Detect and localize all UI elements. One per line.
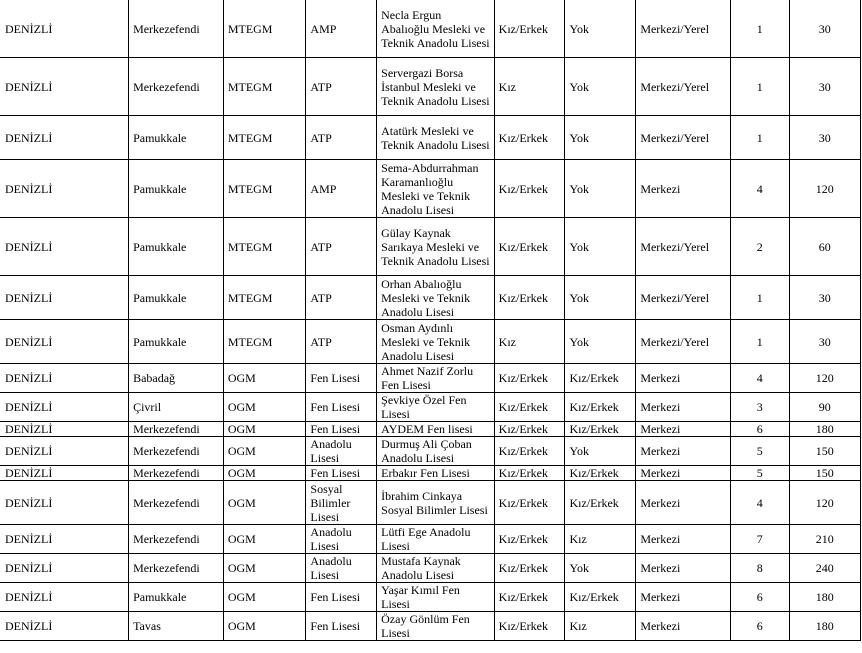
pansiyon-cell: Yok	[565, 276, 636, 320]
kontenjan-cell: 30	[789, 58, 861, 116]
ilce-cell: Pamukkale	[129, 320, 224, 364]
kontenjan-cell: 240	[789, 554, 861, 583]
yerlesme-cell: Merkezi	[636, 364, 731, 393]
table-row	[0, 525, 861, 554]
il-cell: DENİZLİ	[0, 422, 129, 437]
okul-adi-cell: Atatürk Mesleki ve Teknik Anadolu Lisesi	[377, 116, 495, 160]
sube-sayisi-cell: 6	[731, 612, 789, 641]
okul-adi-cell: İbrahim Cinkaya Sosyal Bilimler Lisesi	[377, 481, 495, 525]
cinsiyet-cell: Kız/Erkek	[494, 481, 565, 525]
pansiyon-cell: Kız/Erkek	[565, 466, 636, 481]
birim-cell: MTEGM	[223, 58, 306, 116]
cinsiyet-cell: Kız/Erkek	[494, 0, 565, 58]
kontenjan-cell: 60	[789, 218, 861, 276]
sube-sayisi-cell: 6	[731, 422, 789, 437]
ilce-cell: Pamukkale	[129, 276, 224, 320]
pansiyon-cell: Yok	[565, 116, 636, 160]
table-row	[0, 612, 861, 641]
ilce-cell: Babadağ	[129, 364, 224, 393]
okul-adi-cell: Orhan Abalıoğlu Mesleki ve Teknik Anadolu Lisesi	[377, 276, 495, 320]
sube-sayisi-cell: 5	[731, 437, 789, 466]
ilce-cell: Pamukkale	[129, 218, 224, 276]
tur-cell: Fen Lisesi	[306, 422, 377, 437]
ilce-cell: Merkezefendi	[129, 437, 224, 466]
birim-cell: MTEGM	[223, 116, 306, 160]
il-cell: DENİZLİ	[0, 437, 129, 466]
cinsiyet-cell: Kız/Erkek	[494, 116, 565, 160]
il-cell: DENİZLİ	[0, 320, 129, 364]
ilce-cell: Merkezefendi	[129, 0, 224, 58]
tur-cell: ATP	[306, 276, 377, 320]
kontenjan-cell: 30	[789, 320, 861, 364]
tur-cell: Anadolu Lisesi	[306, 554, 377, 583]
ilce-cell: Tavas	[129, 612, 224, 641]
kontenjan-cell: 90	[789, 393, 861, 422]
ilce-cell: Merkezefendi	[129, 466, 224, 481]
kontenjan-cell: 150	[789, 437, 861, 466]
cinsiyet-cell: Kız/Erkek	[494, 466, 565, 481]
kontenjan-cell: 180	[789, 422, 861, 437]
tur-cell: AMP	[306, 160, 377, 218]
table-row	[0, 583, 861, 612]
table-row	[0, 320, 861, 364]
il-cell: DENİZLİ	[0, 0, 129, 58]
cinsiyet-cell: Kız	[494, 58, 565, 116]
sube-sayisi-cell: 3	[731, 393, 789, 422]
pansiyon-cell: Kız/Erkek	[565, 393, 636, 422]
sube-sayisi-cell: 1	[731, 58, 789, 116]
il-cell: DENİZLİ	[0, 218, 129, 276]
table-row	[0, 481, 861, 525]
table-row	[0, 116, 861, 160]
okul-adi-cell: AYDEM Fen lisesi	[377, 422, 495, 437]
tur-cell: ATP	[306, 116, 377, 160]
table-row	[0, 218, 861, 276]
sube-sayisi-cell: 2	[731, 218, 789, 276]
cinsiyet-cell: Kız/Erkek	[494, 218, 565, 276]
birim-cell: OGM	[223, 554, 306, 583]
yerlesme-cell: Merkezi	[636, 554, 731, 583]
il-cell: DENİZLİ	[0, 276, 129, 320]
pansiyon-cell: Yok	[565, 320, 636, 364]
kontenjan-cell: 210	[789, 525, 861, 554]
cinsiyet-cell: Kız/Erkek	[494, 422, 565, 437]
il-cell: DENİZLİ	[0, 364, 129, 393]
kontenjan-cell: 30	[789, 116, 861, 160]
sube-sayisi-cell: 1	[731, 276, 789, 320]
okul-adi-cell: Sema-Abdurrahman Karamanlıoğlu Mesleki ve Teknik Anadolu Lisesi	[377, 160, 495, 218]
pansiyon-cell: Yok	[565, 218, 636, 276]
pansiyon-cell: Yok	[565, 160, 636, 218]
yerlesme-cell: Merkezi	[636, 393, 731, 422]
yerlesme-cell: Merkezi	[636, 525, 731, 554]
tur-cell: Fen Lisesi	[306, 583, 377, 612]
yerlesme-cell: Merkezi/Yerel	[636, 218, 731, 276]
ilce-cell: Merkezefendi	[129, 525, 224, 554]
yerlesme-cell: Merkezi/Yerel	[636, 116, 731, 160]
ilce-cell: Merkezefendi	[129, 481, 224, 525]
birim-cell: OGM	[223, 466, 306, 481]
table-row	[0, 160, 861, 218]
cinsiyet-cell: Kız/Erkek	[494, 612, 565, 641]
tur-cell: Fen Lisesi	[306, 393, 377, 422]
ilce-cell: Pamukkale	[129, 160, 224, 218]
ilce-cell: Merkezefendi	[129, 58, 224, 116]
yerlesme-cell: Merkezi	[636, 160, 731, 218]
pansiyon-cell: Kız/Erkek	[565, 364, 636, 393]
tur-cell: ATP	[306, 320, 377, 364]
kontenjan-cell: 150	[789, 466, 861, 481]
okul-adi-cell: Lütfi Ege Anadolu Lisesi	[377, 525, 495, 554]
yerlesme-cell: Merkezi/Yerel	[636, 320, 731, 364]
pansiyon-cell: Kız/Erkek	[565, 481, 636, 525]
cinsiyet-cell: Kız/Erkek	[494, 276, 565, 320]
sube-sayisi-cell: 4	[731, 481, 789, 525]
birim-cell: OGM	[223, 393, 306, 422]
il-cell: DENİZLİ	[0, 160, 129, 218]
ilce-cell: Pamukkale	[129, 116, 224, 160]
il-cell: DENİZLİ	[0, 393, 129, 422]
cinsiyet-cell: Kız/Erkek	[494, 583, 565, 612]
sube-sayisi-cell: 1	[731, 116, 789, 160]
pansiyon-cell: Yok	[565, 58, 636, 116]
pansiyon-cell: Yok	[565, 554, 636, 583]
tur-cell: Fen Lisesi	[306, 466, 377, 481]
pansiyon-cell: Kız	[565, 525, 636, 554]
okul-adi-cell: Necla Ergun Abalıoğlu Mesleki ve Teknik Anadolu Lisesi	[377, 0, 495, 58]
cinsiyet-cell: Kız/Erkek	[494, 554, 565, 583]
kontenjan-cell: 30	[789, 276, 861, 320]
table-row	[0, 422, 861, 437]
table-row	[0, 0, 861, 58]
tur-cell: Fen Lisesi	[306, 612, 377, 641]
okul-adi-cell: Şevkiye Özel Fen Lisesi	[377, 393, 495, 422]
okul-adi-cell: Servergazi Borsa İstanbul Mesleki ve Teknik Anadolu Lisesi	[377, 58, 495, 116]
kontenjan-cell: 120	[789, 160, 861, 218]
okul-adi-cell: Yaşar Kımıl Fen Lisesi	[377, 583, 495, 612]
ilce-cell: Pamukkale	[129, 583, 224, 612]
yerlesme-cell: Merkezi/Yerel	[636, 0, 731, 58]
yerlesme-cell: Merkezi/Yerel	[636, 276, 731, 320]
il-cell: DENİZLİ	[0, 554, 129, 583]
pansiyon-cell: Kız/Erkek	[565, 583, 636, 612]
tur-cell: Sosyal Bilimler Lisesi	[306, 481, 377, 525]
birim-cell: MTEGM	[223, 218, 306, 276]
sube-sayisi-cell: 4	[731, 160, 789, 218]
sube-sayisi-cell: 4	[731, 364, 789, 393]
sube-sayisi-cell: 8	[731, 554, 789, 583]
okul-adi-cell: Gülay Kaynak Sarıkaya Mesleki ve Teknik Anadolu Lisesi	[377, 218, 495, 276]
yerlesme-cell: Merkezi	[636, 466, 731, 481]
pansiyon-cell: Kız	[565, 612, 636, 641]
birim-cell: MTEGM	[223, 160, 306, 218]
yerlesme-cell: Merkezi/Yerel	[636, 58, 731, 116]
birim-cell: OGM	[223, 525, 306, 554]
tur-cell: Anadolu Lisesi	[306, 437, 377, 466]
cinsiyet-cell: Kız/Erkek	[494, 160, 565, 218]
tur-cell: ATP	[306, 58, 377, 116]
ilce-cell: Çivril	[129, 393, 224, 422]
ilce-cell: Merkezefendi	[129, 422, 224, 437]
sube-sayisi-cell: 1	[731, 0, 789, 58]
cinsiyet-cell: Kız/Erkek	[494, 525, 565, 554]
il-cell: DENİZLİ	[0, 481, 129, 525]
okul-adi-cell: Mustafa Kaynak Anadolu Lisesi	[377, 554, 495, 583]
table-row	[0, 466, 861, 481]
kontenjan-cell: 180	[789, 583, 861, 612]
yerlesme-cell: Merkezi	[636, 437, 731, 466]
il-cell: DENİZLİ	[0, 466, 129, 481]
table-row	[0, 58, 861, 116]
kontenjan-cell: 180	[789, 612, 861, 641]
il-cell: DENİZLİ	[0, 583, 129, 612]
birim-cell: OGM	[223, 612, 306, 641]
birim-cell: OGM	[223, 583, 306, 612]
cinsiyet-cell: Kız/Erkek	[494, 393, 565, 422]
il-cell: DENİZLİ	[0, 58, 129, 116]
yerlesme-cell: Merkezi	[636, 422, 731, 437]
yerlesme-cell: Merkezi	[636, 612, 731, 641]
okul-adi-cell: Özay Gönlüm Fen Lisesi	[377, 612, 495, 641]
tur-cell: ATP	[306, 218, 377, 276]
okul-adi-cell: Osman Aydınlı Mesleki ve Teknik Anadolu Lisesi	[377, 320, 495, 364]
tur-cell: AMP	[306, 0, 377, 58]
birim-cell: MTEGM	[223, 0, 306, 58]
tur-cell: Fen Lisesi	[306, 364, 377, 393]
okul-adi-cell: Durmuş Ali Çoban Anadolu Lisesi	[377, 437, 495, 466]
sube-sayisi-cell: 5	[731, 466, 789, 481]
table-row	[0, 276, 861, 320]
il-cell: DENİZLİ	[0, 612, 129, 641]
table-row	[0, 437, 861, 466]
birim-cell: OGM	[223, 437, 306, 466]
cinsiyet-cell: Kız/Erkek	[494, 437, 565, 466]
il-cell: DENİZLİ	[0, 116, 129, 160]
kontenjan-cell: 120	[789, 481, 861, 525]
table-row	[0, 554, 861, 583]
cinsiyet-cell: Kız	[494, 320, 565, 364]
il-cell: DENİZLİ	[0, 525, 129, 554]
birim-cell: MTEGM	[223, 276, 306, 320]
sube-sayisi-cell: 1	[731, 320, 789, 364]
pansiyon-cell: Yok	[565, 437, 636, 466]
table-row	[0, 393, 861, 422]
okul-adi-cell: Erbakır Fen Lisesi	[377, 466, 495, 481]
table-row	[0, 364, 861, 393]
pansiyon-cell: Yok	[565, 0, 636, 58]
pansiyon-cell: Kız/Erkek	[565, 422, 636, 437]
kontenjan-cell: 120	[789, 364, 861, 393]
birim-cell: OGM	[223, 422, 306, 437]
birim-cell: OGM	[223, 364, 306, 393]
okul-adi-cell: Ahmet Nazif Zorlu Fen Lisesi	[377, 364, 495, 393]
tur-cell: Anadolu Lisesi	[306, 525, 377, 554]
ilce-cell: Merkezefendi	[129, 554, 224, 583]
birim-cell: OGM	[223, 481, 306, 525]
yerlesme-cell: Merkezi	[636, 481, 731, 525]
birim-cell: MTEGM	[223, 320, 306, 364]
yerlesme-cell: Merkezi	[636, 583, 731, 612]
sube-sayisi-cell: 7	[731, 525, 789, 554]
sube-sayisi-cell: 6	[731, 583, 789, 612]
kontenjan-cell: 30	[789, 0, 861, 58]
cinsiyet-cell: Kız/Erkek	[494, 364, 565, 393]
